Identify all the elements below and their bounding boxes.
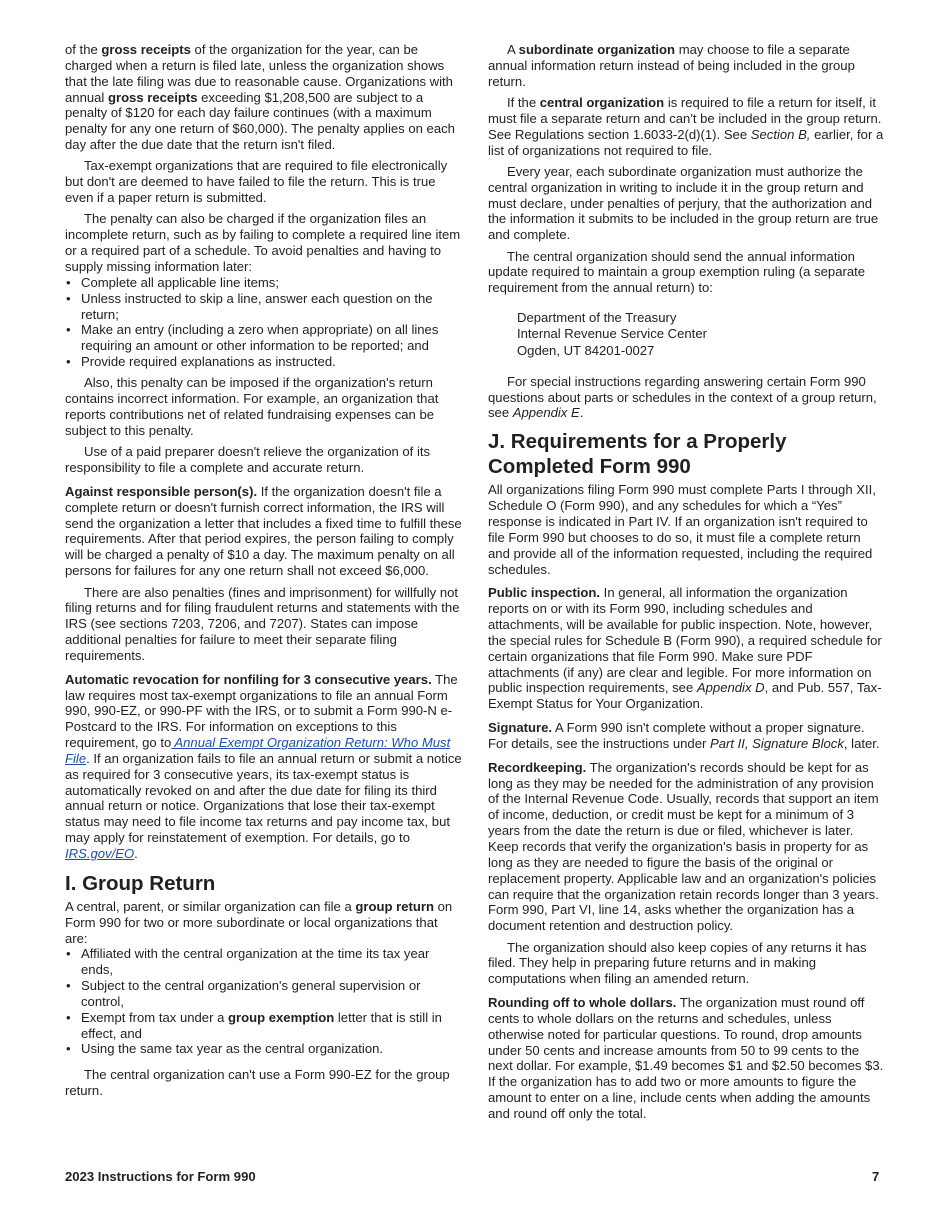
paragraph: Recordkeeping. The organization's records should be kept for as long as they may be needed for the administration of any provision of the Internal Revenue Code. Usually, records that support an item of income, deduction, or credit must be kept for a minimum of 3 years from the date the return is due or filed, whichever is later. Keep records that verify the organization's basis in property for as long as they are needed to figure the basis of the original or replacement property. Applicable law and an organization's policies can require that the organization retain records longer than 3 years. Form 990, Part VI, line 14, asks whether the organization has a document retention and destruction policy.: [488, 759, 879, 934]
run-in-heading: Rounding off to whole dollars.: [488, 995, 677, 1011]
paragraph: Public inspection. In general, all information the organization reports on or with its Form 990, including schedules and attachments, will be available for public inspection. Note, however, the special rules for Schedule B (Form 990), a required schedule for certain organizations that file Form 990. Make sure PDF attachments (if any) are clear and legible. For more information on public inspection requirements, see Appendix D, and Pub. 557, Tax-Exempt Status for Your Organization.: [488, 585, 882, 712]
run-in-heading: Recordkeeping.: [488, 759, 587, 775]
bullet-list: [65, 275, 462, 370]
address-line: Ogden, UT 84201-0027: [517, 342, 655, 358]
paragraph: Every year, each subordinate organization must authorize the central organization in writing to include it in the group return and must declare, under penalties of perjury, that the authorization and the information it submits to be included in the group return are true and complete.: [488, 163, 879, 243]
paragraph: Automatic revocation for nonfiling for 3 consecutive years. The law requires most tax-exempt organizations to file an annual Form 990, 990-EZ, or 990-PF with the IRS, or to submit a Form 990-N e-Postcard to the IRS. For information on exceptions to this requirement, go to Annual Exempt Organization Return: Who Must File. If an organization fails to file an annual return or submit a notice as required for 3 consecutive years, its tax-exempt status is automatically revoked on and after the due date for filing its third annual return or notice. Organizations that lose their tax-exempt status may need to file income tax returns and pay income tax, but may apply for reinstatement of exemption. For details, go to IRS.gov/EO.: [65, 671, 462, 861]
paragraph: Against responsible person(s). If the organization doesn't file a complete return or doesn't furnish correct information, the IRS will send the organization a letter that includes a fixed time to fulfill these requirements. After that period expires, the person failing to comply will be charged a penalty of $10 a day. The maximum penalty on all persons for failures for any one return shall not exceed $6,000.: [65, 483, 462, 579]
paragraph: A subordinate organization may choose to file a separate annual information return instead of being included in the group return.: [488, 42, 855, 89]
paragraph: of the gross receipts of the organization for the year, can be charged when a return is filed late, unless the organization shows that the late filing was due to reasonable cause. Organizations with annual gross receipts exceeding $1,208,500 are subject to a penalty of $120 for each day failure continues (with a maximum penalty for any one return of $60,000). The penalty applies on each day after the due date that the return isn't filed.: [65, 42, 455, 153]
list-item: • Unless instructed to skip a line, answer each question on the return;: [66, 290, 433, 322]
section-heading-i: I. Group Return: [65, 871, 216, 895]
list-item: • Exempt from tax under a group exemption letter that is still in effect, and: [66, 1009, 442, 1041]
paragraph: The central organization can't use a Form 990-EZ for the group return.: [65, 1067, 450, 1099]
paragraph: Use of a paid preparer doesn't relieve the organization of its responsibility to file a complete and accurate return.: [65, 444, 431, 476]
right-column: [488, 42, 886, 1127]
run-in-heading: Public inspection.: [488, 585, 601, 601]
irs-gov-eo-link[interactable]: IRS.gov/EO: [65, 846, 135, 861]
paragraph: A central, parent, or similar organization can file a group return on Form 990 for two or more subordinate or local organizations that are:: [65, 898, 453, 946]
paragraph: There are also penalties (fines and imprisonment) for willfully not filing returns and for filing fraudulent returns and statements with the IRS (see sections 7203, 7206, and 7207). States can impose additional penalties for failure to meet their separate filing requirements.: [65, 584, 460, 663]
page-number: 7: [872, 1169, 880, 1184]
footer-title: 2023 Instructions for Form 990: [65, 1169, 256, 1184]
run-in-heading: Against responsible person(s).: [65, 483, 258, 499]
paragraph: Signature. A Form 990 isn't complete without a proper signature. For details, see the instructions under Part II, Signature Block, later.: [488, 720, 880, 751]
list-item: • Provide required explanations as instructed.: [66, 354, 336, 370]
paragraph: For special instructions regarding answering certain Form 990 questions about parts or schedules in the context of a group return, see Appendix E.: [488, 373, 877, 421]
paragraph: Tax-exempt organizations that are required to file electronically but don't are deemed to have failed to file the return. This is true even if a paper return is submitted.: [65, 158, 448, 206]
paragraph: All organizations filing Form 990 must complete Parts I through XII, Schedule O (Form 990), and any schedules for which a “Yes” response is indicated in Part IV. If an organization isn't required to file Form 990 but chooses to do so, it must file a complete return and provide all of the information requested, including the required schedules.: [488, 482, 876, 577]
run-in-heading: Signature.: [488, 720, 553, 736]
paragraph: The penalty can also be charged if the organization files an incomplete return, such as by failing to complete a required line item or a required part of a schedule. To avoid penalties and having to supply missing information later:: [65, 211, 461, 274]
paragraph: Rounding off to whole dollars. The organization must round off cents to whole dollars on the returns and schedules, unless otherwise noted for particular questions. To round, drop amounts under 50 cents and increase amounts from 50 to 99 cents to the next dollar. For example, $1.49 becomes $1 and $2.50 becomes $3. If the organization has to add two or more amounts to figure the amount to enter on a line, include cents when adding the amounts and round off only the total.: [488, 995, 884, 1122]
list-item: • Make an entry (including a zero when appropriate) on all lines requiring an amount or other information to be reported; and: [66, 322, 439, 354]
bullet-list: [65, 946, 462, 1057]
list-item: • Complete all applicable line items;: [66, 274, 279, 290]
list-item: • Using the same tax year as the central organization.: [66, 1041, 384, 1057]
who-must-file-link[interactable]: Annual Exempt Organization Return: Who Must File: [65, 735, 451, 766]
left-column: [65, 42, 462, 1104]
address-line: Internal Revenue Service Center: [517, 326, 707, 342]
paragraph: Also, this penalty can be imposed if the organization's return contains incorrect information. For example, an organization that reports contributions net of related fundraising expenses can be subject to this penalty.: [65, 375, 439, 438]
mailing-address: [517, 310, 886, 359]
run-in-heading: Automatic revocation for nonfiling for 3 consecutive years.: [65, 671, 432, 687]
address-line: Department of the Treasury: [517, 310, 677, 326]
paragraph: The central organization should send the annual information update required to maintain a group exemption ruling (a separate requirement from the annual return) to:: [488, 248, 866, 296]
list-item: • Subject to the central organization's general supervision or control,: [66, 978, 421, 1009]
section-heading-j: J. Requirements for a Properly Completed Form 990: [488, 430, 787, 479]
list-item: • Affiliated with the central organization at the time its tax year ends,: [66, 946, 430, 978]
paragraph: If the central organization is required to file a return for itself, it must file a separate return and can't be included in the group return. See Regulations section 1.6033-2(d)(1). See Section B, earlier, for a list of organizations not required to file.: [488, 95, 884, 158]
paragraph: The organization should also keep copies of any returns it has filed. They help in preparing future returns and in making computations when filing an amended return.: [488, 939, 867, 987]
